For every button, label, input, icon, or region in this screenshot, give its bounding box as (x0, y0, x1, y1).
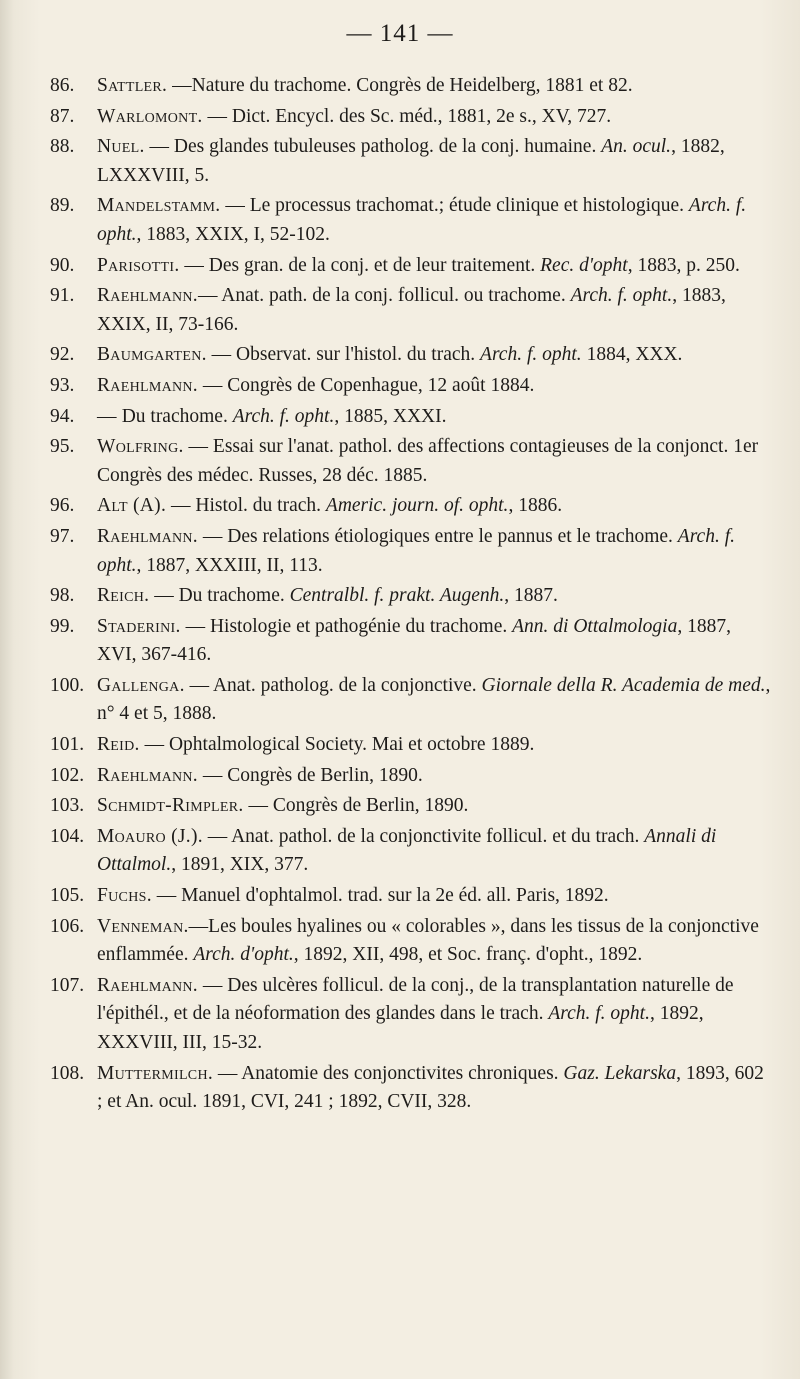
entry-journal: Americ. journ. of. opht. (325, 495, 509, 517)
entry-number: 103. (50, 795, 85, 817)
entry-number: 87. (50, 105, 75, 127)
entry-journal: An. ocul. (601, 136, 672, 158)
entry-author: Nuel. (97, 136, 145, 158)
bibliography-entry (50, 913, 774, 970)
bibliography-entry (50, 792, 774, 821)
entry-number: 92. (50, 344, 75, 366)
entry-author: Raehlmann. (97, 374, 198, 396)
entry-text: — Anat. path. de la conj. follicul. ou trachome. (198, 285, 571, 307)
entry-author: Reich. (97, 585, 150, 607)
entry-text: — Congrès de Copenhague, 12 août 1884. (198, 374, 535, 396)
entry-number: 101. (50, 734, 85, 756)
entry-text: — Manuel d'ophtalmol. trad. sur la 2e éd. all. Paris, 1892. (151, 885, 609, 907)
entry-citation-details: , 1887, XVI, 367-416. (97, 615, 731, 666)
entry-number: 97. (50, 525, 75, 547)
entry-text: — Essai sur l'anat. pathol. des affections contagieuses de la conjonct. 1er Congrès des médec. Russes, 28 déc. 1885. (97, 436, 759, 486)
entry-number: 108. (50, 1062, 85, 1084)
entry-number: 107. (50, 974, 85, 996)
bibliography-entry (50, 433, 774, 490)
entry-author: Mandelstamm. (97, 195, 221, 217)
bibliography-entry (50, 731, 774, 760)
entry-text: — Ophtalmological Society. Mai et octobre 1889. (139, 734, 535, 756)
entry-journal: Giornale della R. Academia de med. (481, 674, 766, 696)
entry-text: — Anat. patholog. de la conjonctive. (184, 674, 482, 696)
entry-number: 94. (50, 405, 75, 427)
entry-number: 96. (50, 495, 75, 517)
bibliography-entry (50, 823, 774, 880)
entry-author: Staderini. (97, 615, 181, 637)
entry-text: — Histol. du trach. (166, 495, 326, 517)
bibliography-entry (50, 492, 774, 521)
entry-number: 104. (50, 825, 85, 847)
entry-number: 86. (50, 75, 75, 96)
entry-author: — (97, 405, 117, 427)
page-number: — 141 — (346, 20, 454, 47)
entry-citation-details: 1884, XXX. (581, 344, 683, 366)
entry-text: — Anatomie des conjonctivites chroniques. (213, 1062, 564, 1084)
bibliography-entry (50, 103, 774, 132)
entry-text: — Congrès de Berlin, 1890. (198, 764, 423, 786)
entry-journal: Arch. d'opht. (193, 944, 294, 966)
bibliography-entry (50, 72, 774, 101)
bibliography-entry (50, 762, 774, 791)
entry-number: 90. (50, 254, 75, 276)
entry-author: Sattler. (97, 75, 168, 96)
entry-author: Muttermilch. (97, 1062, 214, 1084)
entry-citation-details: , 1885, XXXI. (334, 405, 447, 427)
entry-author: Parisotti. (97, 254, 180, 276)
entry-citation-details: , n° 4 et 5, 1888. (97, 674, 771, 725)
entry-text: — Des ulcères follicul. de la conj., de la transplantation naturelle de l'épithél., et de la néoformation des glandes dans le trach. (97, 974, 734, 1025)
entry-author: Schmidt-Rimpler. (97, 795, 244, 817)
entry-journal: Arch. f. opht. (97, 525, 736, 576)
entry-number: 106. (50, 915, 85, 937)
entry-journal: Centralbl. f. prakt. Augenh. (289, 585, 505, 607)
entry-author: Fuchs. (97, 885, 152, 907)
entry-journal: Ann. di Ottalmologia (512, 615, 678, 637)
entry-journal: Gaz. Lekarska (563, 1062, 677, 1084)
entry-author: Venneman. (97, 915, 189, 937)
entry-journal: Arch. f. opht. (480, 344, 582, 366)
bibliography-entry (50, 252, 774, 281)
entry-author: Gallenga. (97, 674, 185, 696)
entry-number: 95. (50, 436, 75, 458)
bibliography-entry (50, 523, 774, 580)
entry-number: 91. (50, 285, 75, 307)
entry-number: 100. (50, 674, 85, 696)
entry-text: — Anat. pathol. de la conjonctivite follicul. et du trach. (202, 825, 645, 847)
entry-number: 102. (50, 764, 85, 786)
bibliography-entry (50, 372, 774, 401)
entry-citation-details: , 1886. (508, 495, 563, 517)
entry-author: Wolfring. (97, 436, 184, 458)
entry-citation-details: , 1882, LXXXVIII, 5. (97, 136, 725, 186)
entry-text: —Les boules hyalines ou « colorables », dans les tissus de la conjonctive enflammée. (97, 915, 759, 966)
entry-number: 93. (50, 374, 75, 396)
entry-text: —Nature du trachome. Congrès de Heidelberg, 1881 et 82. (167, 75, 633, 96)
bibliography-list (50, 72, 774, 1119)
entry-journal: Arch. f. opht. (232, 405, 335, 427)
entry-author: Baumgarten. (97, 344, 207, 366)
entry-text: — Des glandes tubuleuses patholog. de la conj. humaine. (144, 136, 602, 158)
entry-citation-details: , 1883, XXIX, I, 52-102. (136, 223, 330, 245)
bibliography-entry (50, 282, 774, 339)
entry-journal: Arch. f. opht. (570, 285, 673, 307)
entry-number: 88. (50, 136, 75, 158)
bibliography-entry (50, 582, 774, 611)
entry-text: — Des relations étiologiques entre le pannus et le trachome. (198, 525, 678, 547)
entry-citation-details: , 1892, XXXVIII, III, 15-32. (97, 1003, 704, 1053)
bibliography-entry (50, 192, 774, 249)
entry-citation-details: , 1892, XII, 498, et Soc. franç. d'opht., 1892. (293, 944, 643, 966)
entry-author: Alt (A). (97, 495, 167, 517)
entry-text: — Des gran. de la conj. et de leur traitement. (179, 254, 541, 276)
entry-text: — Du trachome. (149, 585, 290, 607)
entry-author: Moauro (J.). (97, 825, 203, 847)
bibliography-entry (50, 613, 774, 670)
entry-journal: Rec. d'opht (540, 254, 628, 276)
entry-text: Du trachome. (116, 405, 233, 427)
entry-citation-details: , 1887, XXXIII, II, 113. (136, 554, 323, 576)
bibliography-entry (50, 882, 774, 911)
bibliography-entry (50, 672, 774, 729)
bibliography-entry (50, 133, 774, 190)
entry-author: Warlomont. (97, 105, 203, 127)
entry-citation-details: , 1883, p. 250. (627, 254, 740, 276)
entry-text: — Dict. Encycl. des Sc. méd., 1881, 2e s., XV, 727. (202, 105, 612, 127)
entry-journal: Annali di Ottalmol. (97, 825, 717, 876)
entry-author: Raehlmann. (97, 285, 198, 307)
entry-number: 105. (50, 885, 85, 907)
entry-journal: Arch. f. opht. (548, 1003, 650, 1025)
bibliography-entry (50, 341, 774, 370)
bibliography-entry (50, 1060, 774, 1117)
entry-text: — Observat. sur l'histol. du trach. (206, 344, 481, 366)
entry-journal: Arch. f. opht. (97, 195, 747, 245)
entry-citation-details: , 1891, XIX, 377. (171, 854, 309, 876)
entry-text: — Le processus trachomat.; étude clinique et histologique. (220, 195, 689, 217)
bibliography-entry (50, 403, 774, 432)
entry-number: 89. (50, 195, 75, 217)
bibliography-entry (50, 972, 774, 1058)
entry-citation-details: , 1883, XXIX, II, 73-166. (97, 285, 726, 335)
entry-text: — Congrès de Berlin, 1890. (243, 795, 469, 817)
entry-author: Raehlmann. (97, 764, 198, 786)
entry-citation-details: , 1893, 602 ; et An. ocul. 1891, CVI, 241 ; 1892, CVII, 328. (97, 1062, 764, 1113)
entry-text: — Histologie et pathogénie du trachome. (180, 615, 513, 637)
entry-number: 99. (50, 615, 75, 637)
entry-author: Raehlmann. (97, 525, 198, 547)
entry-author: Reid. (97, 734, 140, 756)
entry-citation-details: , 1887. (504, 585, 558, 607)
entry-number: 98. (50, 585, 75, 607)
entry-author: Raehlmann. (97, 974, 198, 996)
